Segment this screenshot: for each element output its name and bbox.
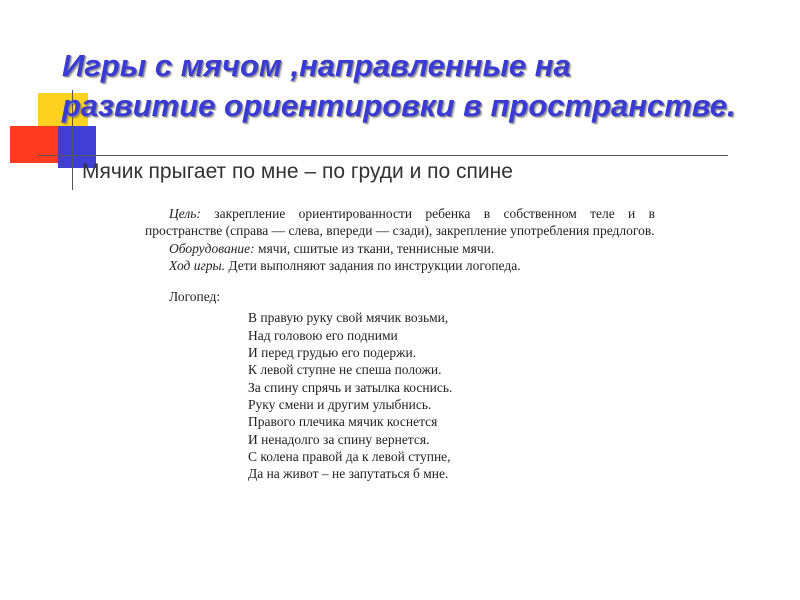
procedure-text: Дети выполняют задания по инструкции логопеда.	[228, 257, 521, 273]
poem-line: Над головою его подними	[248, 327, 398, 343]
logoped-label: Логопед:	[169, 289, 221, 305]
scanned-text-block	[145, 205, 655, 560]
equipment-label: Оборудование:	[169, 240, 255, 256]
equipment-text: мячи, сшитые из ткани, теннисные мячи.	[258, 240, 495, 256]
slide-title-line2: развитие ориентировки в пространстве.	[62, 88, 736, 123]
slide-title-line1: Игры с мячом ,направленные на	[62, 48, 571, 83]
poem-line: В правую руку свой мячик возьми,	[248, 310, 449, 326]
procedure-label: Ход игры.	[169, 257, 226, 273]
slide-title	[62, 46, 736, 126]
equipment-paragraph	[145, 240, 655, 257]
goal-label: Цель:	[169, 206, 201, 221]
poem-line: Да на живот – не запутаться б мне.	[248, 466, 449, 482]
poem-line: С колена правой да к левой ступне,	[248, 448, 451, 464]
poem-line: К левой ступне не спеша положи.	[248, 362, 442, 378]
poem-line: Правого плечика мячик коснется	[248, 414, 438, 430]
poem-line: И ненадолго за спину вернется.	[248, 431, 430, 447]
poem-line: Руку смени и другим улыбнись.	[248, 396, 432, 412]
poem	[248, 309, 655, 482]
poem-line: За спину спрячь и затылка коснись.	[248, 379, 453, 395]
goal-text: закрепление ориентированности ребенка в собственном теле и в пространстве (справа — слева, впереди — сзади), закрепление употребления предлогов.	[145, 206, 656, 239]
game-subtitle: Мячик прыгает по мне – по груди и по спине	[82, 160, 513, 183]
decor-horizontal-line	[38, 155, 728, 156]
poem-line: И перед грудью его подержи.	[248, 345, 417, 361]
procedure-paragraph	[145, 257, 655, 274]
goal-paragraph	[145, 205, 655, 240]
decor-red-square	[10, 126, 58, 163]
